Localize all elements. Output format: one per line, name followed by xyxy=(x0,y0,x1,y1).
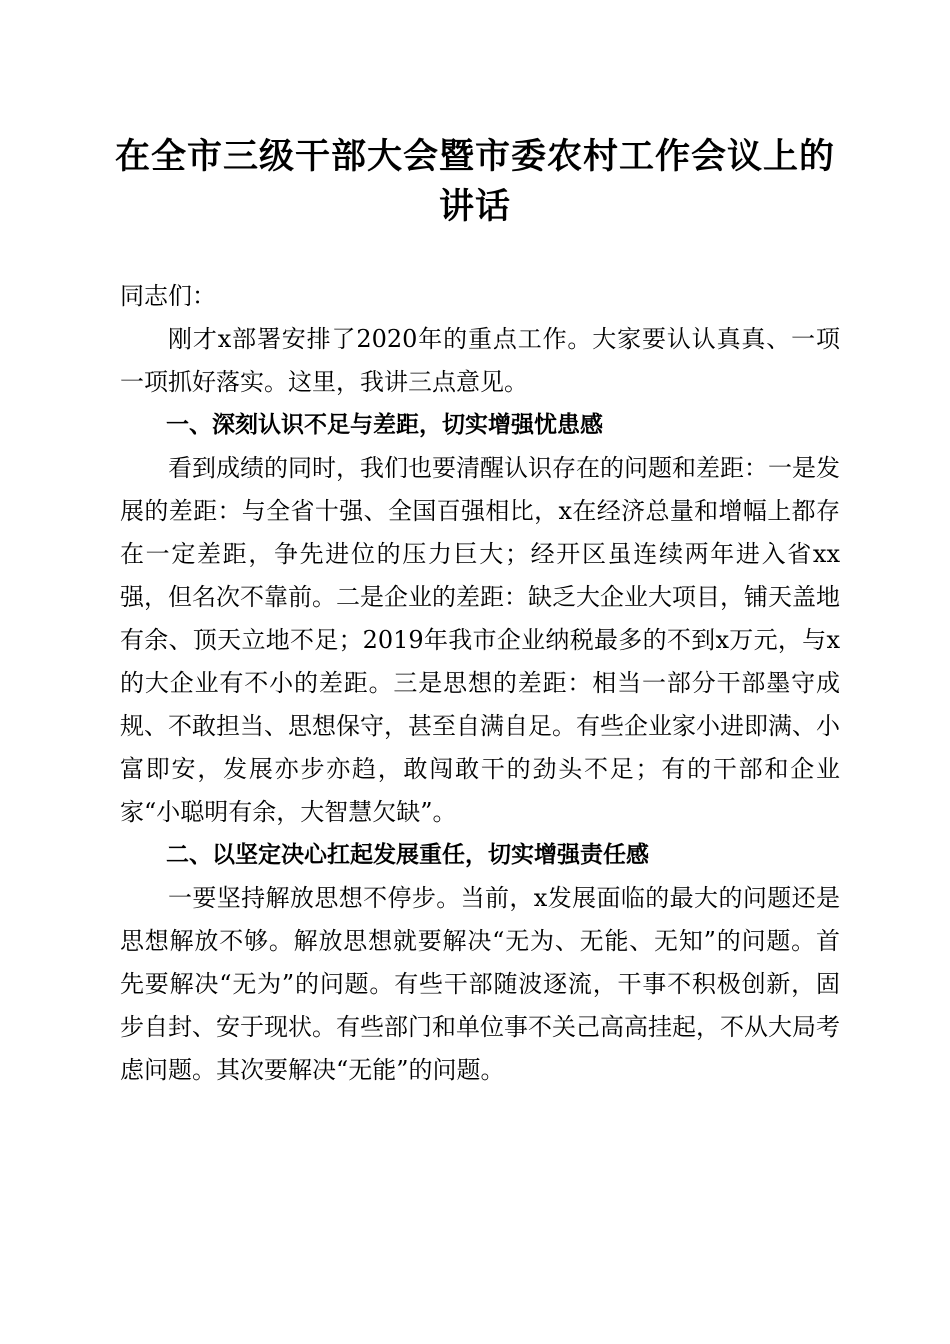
section-1-heading: 一、深刻认识不足与差距，切实增强忧患感 xyxy=(166,412,603,438)
document-title: 在全市三级干部大会暨市委农村工作会议上的讲话 xyxy=(114,137,835,227)
section-1-paragraph: 看到成绩的同时，我们也要清醒认识存在的问题和差距：一是发展的差距：与全省十强、全国百强相比，x在经济总量和增幅上都存在一定差距，争先进位的压力巨大；经开区虽连续两年进入省xx强，但名次不靠前。二是企业的差距：缺乏大企业大项目，铺天盖地有余、顶天立地不足；2019年我市企业纳税最多的不到x万元，与x的大企业有不小的差距。三是思想的差距：相当一部分干部墨守成规、不敢担当、思想保守，甚至自满自足。有些企业家小进即满、小富即安，发展亦步亦趋，敢闯敢干的劲头不足；有的干部和企业家“小聪明有余，大智慧欠缺”。 xyxy=(120,454,840,826)
salutation: 同志们： xyxy=(120,282,216,310)
section-2-paragraph: 一要坚持解放思想不停步。当前，x发展面临的最大的问题还是思想解放不够。解放思想就要解决“无为、无能、无知”的问题。首先要解决“无为”的问题。有些干部随波逐流，干事不积极创新，固步自封、安于现状。有些部门和单位事不关己高高挂起，不从大局考虑问题。其次要解决“无能”的问题。 xyxy=(120,884,840,1084)
intro-paragraph: 刚才x部署安排了2020年的重点工作。大家要认认真真、一项一项抓好落实。这里，我讲三点意见。 xyxy=(120,325,840,396)
document-body xyxy=(120,275,840,1092)
section-2-heading: 二、以坚定决心扛起发展重任，切实增强责任感 xyxy=(166,842,649,868)
